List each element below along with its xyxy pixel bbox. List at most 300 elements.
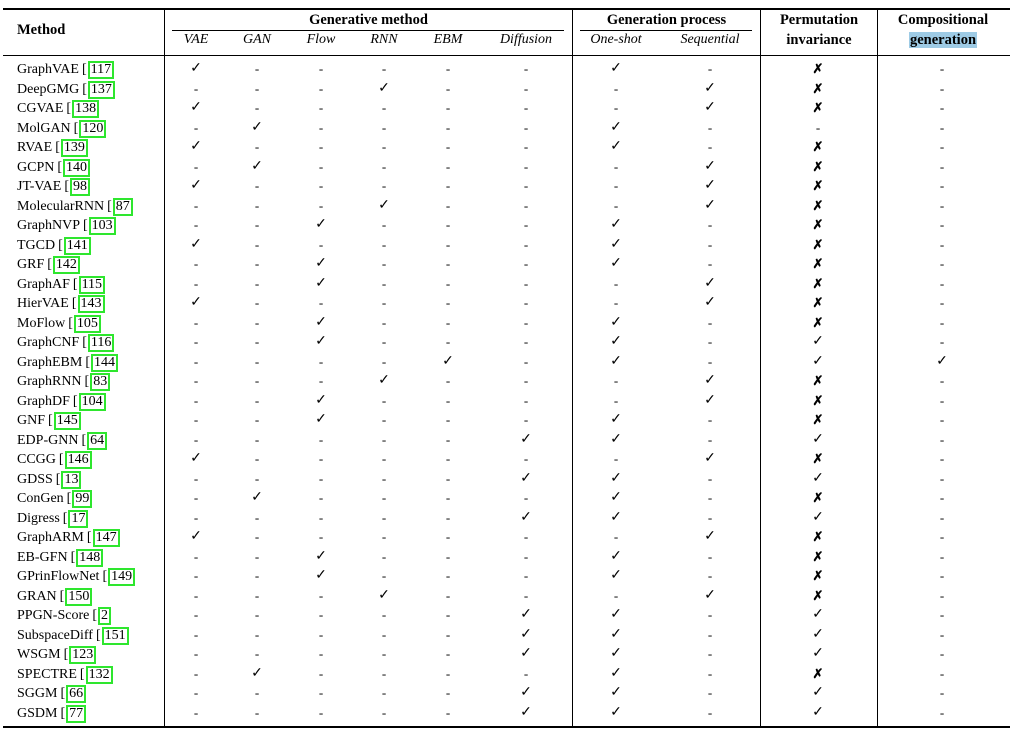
citation-link[interactable]: 99 xyxy=(72,490,92,508)
citation-link[interactable]: 137 xyxy=(88,81,115,99)
cell-flow: - xyxy=(318,529,324,544)
subheader-sequential: Sequential xyxy=(680,32,740,47)
cell-gan: - xyxy=(254,178,260,193)
cell-diffusion: - xyxy=(523,314,529,330)
method-label: GraphCNF xyxy=(17,335,80,350)
cell-sequential: - xyxy=(707,704,713,720)
cell-gan: - xyxy=(254,373,260,388)
cell-vae: - xyxy=(193,568,199,583)
cell-flow: - xyxy=(318,197,324,213)
method-label: SubspaceDiff xyxy=(17,627,93,643)
cell-one-shot: - xyxy=(613,100,619,115)
method-label: GPrinFlowNet xyxy=(17,569,100,584)
column-divider xyxy=(572,10,573,727)
cell-diffusion: ✓ xyxy=(520,685,532,700)
cell-compositional-generation: - xyxy=(939,236,945,252)
cell-sequential: - xyxy=(707,314,713,330)
cell-flow: - xyxy=(318,100,324,115)
cell-gan: - xyxy=(254,353,260,369)
cell-flow: ✓ xyxy=(315,217,327,232)
cell-sequential: - xyxy=(707,665,713,681)
cell-compositional-generation: - xyxy=(939,568,945,583)
cell-vae: - xyxy=(193,470,199,486)
method-label: DeepGMG xyxy=(17,81,80,97)
citation-bracket: [ xyxy=(64,179,70,194)
cell-diffusion: - xyxy=(523,529,529,544)
method-label: CGVAE xyxy=(17,101,64,116)
cell-flow: - xyxy=(318,607,324,622)
cell-rnn: ✓ xyxy=(378,373,390,388)
cell-diffusion: - xyxy=(523,236,529,252)
citation-bracket: [ xyxy=(84,374,90,389)
cell-rnn: - xyxy=(381,470,387,486)
cell-permutation-invariance: ✗ xyxy=(812,197,824,213)
method-label: TGCD xyxy=(17,237,56,253)
citation-bracket: [ xyxy=(58,452,64,467)
cell-permutation-invariance: ✗ xyxy=(812,529,824,544)
citation-link[interactable]: 142 xyxy=(53,256,80,274)
cell-diffusion: - xyxy=(523,217,529,232)
cell-vae: - xyxy=(193,256,199,271)
cell-rnn: - xyxy=(381,295,387,310)
cell-rnn: - xyxy=(381,490,387,505)
cell-compositional-generation: - xyxy=(939,119,945,135)
subheader-ebm: EBM xyxy=(433,32,463,47)
cell-vae: - xyxy=(193,665,199,681)
citation-link[interactable]: 151 xyxy=(102,627,129,645)
cell-flow: - xyxy=(318,646,324,661)
cell-flow: ✓ xyxy=(315,412,327,427)
cell-flow: - xyxy=(318,353,324,369)
method-label: GRAN xyxy=(17,588,57,604)
cell-vae: - xyxy=(193,119,199,135)
citation-bracket: [ xyxy=(62,510,68,526)
method-label: JT-VAE xyxy=(17,179,62,194)
cell-sequential: - xyxy=(707,490,713,505)
cell-ebm: - xyxy=(445,587,451,603)
citation-link[interactable]: 150 xyxy=(65,588,92,606)
citation-link[interactable]: 123 xyxy=(69,646,96,664)
cell-gan: - xyxy=(254,704,260,720)
cell-rnn: - xyxy=(381,665,387,681)
cell-one-shot: ✓ xyxy=(610,509,622,525)
cell-diffusion: - xyxy=(523,353,529,369)
cell-sequential: - xyxy=(707,470,713,486)
cell-gan: - xyxy=(254,548,260,564)
cell-permutation-invariance: ✓ xyxy=(812,704,824,720)
cell-gan: - xyxy=(254,100,260,115)
cell-compositional-generation: - xyxy=(939,314,945,330)
method-name xyxy=(17,705,86,723)
citation-link[interactable]: 66 xyxy=(66,685,86,703)
cell-vae: - xyxy=(193,217,199,232)
cell-diffusion: - xyxy=(523,197,529,213)
cell-ebm: - xyxy=(445,178,451,193)
cell-diffusion: - xyxy=(523,392,529,408)
cell-gan: - xyxy=(254,626,260,642)
cell-rnn: - xyxy=(381,256,387,271)
cell-permutation-invariance: ✗ xyxy=(812,61,824,76)
method-label: GRF xyxy=(17,257,45,272)
cell-one-shot: ✓ xyxy=(610,139,622,154)
cell-rnn: - xyxy=(381,704,387,720)
method-name xyxy=(17,315,101,333)
cell-compositional-generation: - xyxy=(939,139,945,154)
cell-compositional-generation: - xyxy=(939,704,945,720)
cell-diffusion: ✓ xyxy=(520,626,532,642)
cell-rnn: - xyxy=(381,529,387,544)
method-name xyxy=(17,354,118,372)
cell-diffusion: - xyxy=(523,665,529,681)
method-name xyxy=(17,393,106,411)
cell-one-shot: ✓ xyxy=(610,334,622,349)
subheader-diffusion: Diffusion xyxy=(499,32,553,47)
method-name xyxy=(17,646,96,664)
method-name xyxy=(17,432,107,450)
cell-ebm: - xyxy=(445,529,451,544)
method-label: MolGAN xyxy=(17,120,71,136)
cell-gan: - xyxy=(254,685,260,700)
cell-compositional-generation: - xyxy=(939,470,945,486)
compositional-header-2 xyxy=(878,32,1008,48)
cell-rnn: - xyxy=(381,509,387,525)
column-divider xyxy=(164,10,165,727)
cell-permutation-invariance: ✗ xyxy=(812,236,824,252)
citation-link[interactable]: 87 xyxy=(113,198,133,216)
cell-vae: ✓ xyxy=(190,529,202,544)
cell-flow: - xyxy=(318,665,324,681)
cell-compositional-generation: - xyxy=(939,412,945,427)
cell-sequential: - xyxy=(707,412,713,427)
method-name xyxy=(17,81,115,99)
cell-one-shot: ✓ xyxy=(610,626,622,642)
cell-vae: - xyxy=(193,373,199,388)
cell-permutation-invariance: ✗ xyxy=(812,392,824,408)
cell-ebm: - xyxy=(445,61,451,76)
cell-permutation-invariance: ✓ xyxy=(812,431,824,447)
method-name xyxy=(17,529,120,547)
cell-flow: - xyxy=(318,431,324,447)
cell-one-shot: - xyxy=(613,197,619,213)
cell-sequential: - xyxy=(707,236,713,252)
citation-link[interactable]: 103 xyxy=(89,217,116,235)
cell-sequential: ✓ xyxy=(704,80,716,96)
cell-ebm: - xyxy=(445,665,451,681)
cell-one-shot: - xyxy=(613,275,619,291)
cell-gan: - xyxy=(254,451,260,466)
method-name xyxy=(17,490,92,508)
method-label: CCGG xyxy=(17,452,56,467)
cell-diffusion: ✓ xyxy=(520,607,532,622)
cell-vae: - xyxy=(193,197,199,213)
cell-compositional-generation: - xyxy=(939,587,945,603)
method-name xyxy=(17,139,88,157)
cell-permutation-invariance: ✗ xyxy=(812,158,824,174)
citation-link[interactable]: 139 xyxy=(61,139,88,157)
method-name xyxy=(17,237,91,255)
cell-vae: - xyxy=(193,353,199,369)
cell-diffusion: - xyxy=(523,178,529,193)
cell-permutation-invariance: - xyxy=(815,119,821,135)
method-label: GraphNVP xyxy=(17,218,80,233)
cell-one-shot: - xyxy=(613,529,619,544)
cell-permutation-invariance: ✗ xyxy=(812,217,824,232)
citation-bracket: [ xyxy=(107,198,112,214)
cell-one-shot: - xyxy=(613,451,619,466)
cell-rnn: - xyxy=(381,685,387,700)
method-name xyxy=(17,471,81,489)
cell-ebm: - xyxy=(445,295,451,310)
citation-link[interactable]: 148 xyxy=(76,549,103,567)
cell-rnn: ✓ xyxy=(378,587,390,603)
cell-ebm: - xyxy=(445,607,451,622)
cell-vae: ✓ xyxy=(190,236,202,252)
cell-one-shot: - xyxy=(613,392,619,408)
method-name xyxy=(17,61,114,79)
cell-one-shot: ✓ xyxy=(610,353,622,369)
cell-sequential: - xyxy=(707,568,713,583)
citation-bracket: [ xyxy=(86,530,92,545)
cell-ebm: - xyxy=(445,451,451,466)
cell-diffusion: ✓ xyxy=(520,431,532,447)
subheader-flow: Flow xyxy=(306,32,336,47)
citation-link[interactable]: 77 xyxy=(66,705,86,723)
cell-compositional-generation: - xyxy=(939,392,945,408)
citation-bracket: [ xyxy=(82,335,87,350)
citation-link[interactable]: 138 xyxy=(72,100,99,118)
table-bottom-rule xyxy=(3,726,1010,728)
citation-bracket: [ xyxy=(55,140,60,155)
cell-permutation-invariance: ✗ xyxy=(812,178,824,193)
cell-sequential: ✓ xyxy=(704,158,716,174)
method-label: SPECTRE xyxy=(17,666,77,682)
method-label: Digress xyxy=(17,510,60,526)
method-name xyxy=(17,607,111,625)
cell-flow: - xyxy=(318,509,324,525)
cell-rnn: - xyxy=(381,626,387,642)
cell-sequential: ✓ xyxy=(704,451,716,466)
cell-vae: ✓ xyxy=(190,295,202,310)
cell-vae: - xyxy=(193,607,199,622)
citation-link[interactable]: 145 xyxy=(54,412,81,430)
cell-vae: - xyxy=(193,626,199,642)
cell-diffusion: - xyxy=(523,256,529,271)
cell-diffusion: ✓ xyxy=(520,704,532,720)
cell-diffusion: - xyxy=(523,548,529,564)
cell-gan: - xyxy=(254,412,260,427)
header-rule xyxy=(3,55,1010,56)
cell-gan: - xyxy=(254,607,260,622)
compositional-header: Compositional xyxy=(897,12,989,28)
method-label: GraphRNN xyxy=(17,374,82,389)
generative-method-header: Generative method xyxy=(309,12,428,28)
citation-link[interactable]: 2 xyxy=(98,607,111,625)
cell-one-shot: ✓ xyxy=(610,704,622,720)
citation-link[interactable]: 140 xyxy=(63,159,90,177)
citation-link[interactable]: 117 xyxy=(88,61,114,79)
cell-gan: - xyxy=(254,314,260,330)
method-name xyxy=(17,685,86,703)
cell-ebm: - xyxy=(445,100,451,115)
cell-permutation-invariance: ✓ xyxy=(812,334,824,349)
method-label: MoFlow xyxy=(17,315,66,331)
citation-bracket: [ xyxy=(81,432,87,448)
cell-gan: ✓ xyxy=(251,158,263,174)
cell-vae: - xyxy=(193,685,199,700)
method-name xyxy=(17,198,133,216)
citation-bracket: [ xyxy=(95,627,101,643)
cell-rnn: - xyxy=(381,119,387,135)
cell-sequential: - xyxy=(707,217,713,232)
cell-rnn: - xyxy=(381,158,387,174)
citation-bracket: [ xyxy=(63,647,69,662)
cell-one-shot: ✓ xyxy=(610,490,622,505)
cell-vae: - xyxy=(193,158,199,174)
citation-bracket: [ xyxy=(58,237,63,253)
subheader-rnn: RNN xyxy=(370,32,398,47)
cell-ebm: - xyxy=(445,509,451,525)
permutation-header-2: invariance xyxy=(786,32,852,48)
method-header: Method xyxy=(17,22,66,38)
generation-process-header: Generation process xyxy=(606,12,727,28)
cell-gan: ✓ xyxy=(251,665,263,681)
cell-ebm: - xyxy=(445,704,451,720)
cell-gan: ✓ xyxy=(251,490,263,505)
citation-link[interactable]: 143 xyxy=(78,295,105,313)
method-label: SGGM xyxy=(17,686,58,701)
cell-ebm: - xyxy=(445,275,451,291)
cell-sequential: ✓ xyxy=(704,529,716,544)
method-label: ConGen xyxy=(17,491,64,506)
cell-rnn: - xyxy=(381,412,387,427)
cell-one-shot: - xyxy=(613,373,619,388)
method-name xyxy=(17,373,110,391)
cell-permutation-invariance: ✗ xyxy=(812,568,824,583)
cell-diffusion: - xyxy=(523,119,529,135)
cell-flow: - xyxy=(318,626,324,642)
citation-link[interactable]: 98 xyxy=(70,178,90,196)
citation-link[interactable]: 116 xyxy=(88,334,114,352)
citation-link[interactable]: 149 xyxy=(108,568,135,586)
citation-link[interactable]: 132 xyxy=(86,666,113,684)
citation-link[interactable]: 17 xyxy=(68,510,88,528)
cell-permutation-invariance: ✗ xyxy=(812,548,824,564)
cell-vae: ✓ xyxy=(190,178,202,193)
cell-compositional-generation: - xyxy=(939,607,945,622)
cell-diffusion: ✓ xyxy=(520,470,532,486)
cell-gan: - xyxy=(254,392,260,408)
citation-bracket: [ xyxy=(73,120,79,136)
cell-ebm: - xyxy=(445,158,451,174)
cell-permutation-invariance: ✓ xyxy=(812,607,824,622)
citation-link[interactable]: 13 xyxy=(61,471,81,489)
citation-link[interactable]: 141 xyxy=(64,237,91,255)
cell-gan: - xyxy=(254,568,260,583)
cell-ebm: ✓ xyxy=(442,353,454,369)
citation-bracket: [ xyxy=(66,101,72,116)
cell-rnn: - xyxy=(381,334,387,349)
cell-flow: ✓ xyxy=(315,334,327,349)
cell-diffusion: - xyxy=(523,587,529,603)
citation-link[interactable]: 144 xyxy=(91,354,118,372)
cell-one-shot: ✓ xyxy=(610,665,622,681)
citation-bracket: [ xyxy=(72,276,78,292)
cell-permutation-invariance: ✗ xyxy=(812,295,824,310)
cell-sequential: - xyxy=(707,334,713,349)
cell-gan: - xyxy=(254,587,260,603)
cell-gan: - xyxy=(254,529,260,544)
cell-one-shot: ✓ xyxy=(610,548,622,564)
cell-sequential: ✓ xyxy=(704,295,716,310)
cell-flow: - xyxy=(318,373,324,388)
citation-link[interactable]: 105 xyxy=(74,315,101,333)
cell-one-shot: ✓ xyxy=(610,685,622,700)
cell-rnn: - xyxy=(381,139,387,154)
method-label: GraphAF xyxy=(17,276,70,292)
citation-link[interactable]: 115 xyxy=(79,276,105,294)
subheader-gan: GAN xyxy=(243,32,271,47)
cell-diffusion: - xyxy=(523,139,529,154)
cell-compositional-generation: - xyxy=(939,295,945,310)
cell-vae: - xyxy=(193,490,199,505)
cell-flow: - xyxy=(318,587,324,603)
cell-flow: - xyxy=(318,80,324,96)
method-name xyxy=(17,568,135,586)
method-name xyxy=(17,666,113,684)
cell-flow: - xyxy=(318,490,324,505)
method-name xyxy=(17,412,81,430)
cell-flow: - xyxy=(318,119,324,135)
citation-link[interactable]: 83 xyxy=(90,373,110,391)
cell-diffusion: - xyxy=(523,295,529,310)
citation-link[interactable]: 64 xyxy=(87,432,107,450)
cell-gan: - xyxy=(254,256,260,271)
method-label: GraphEBM xyxy=(17,354,83,370)
cell-flow: - xyxy=(318,451,324,466)
cell-compositional-generation: - xyxy=(939,100,945,115)
cell-vae: - xyxy=(193,412,199,427)
citation-bracket: [ xyxy=(48,413,53,428)
method-name xyxy=(17,100,99,118)
cell-diffusion: - xyxy=(523,275,529,291)
cell-compositional-generation: - xyxy=(939,256,945,271)
cell-rnn: - xyxy=(381,217,387,232)
cell-sequential: - xyxy=(707,119,713,135)
cell-compositional-generation: - xyxy=(939,80,945,96)
cell-rnn: - xyxy=(381,353,387,369)
citation-link[interactable]: 120 xyxy=(79,120,106,138)
selected-text[interactable]: generation xyxy=(909,32,977,48)
cell-vae: - xyxy=(193,704,199,720)
method-label: GCPN xyxy=(17,159,55,175)
method-label: EDP-GNN xyxy=(17,432,79,448)
cell-one-shot: ✓ xyxy=(610,119,622,135)
method-label: GDSS xyxy=(17,471,53,487)
citation-link[interactable]: 104 xyxy=(79,393,106,411)
citation-bracket: [ xyxy=(79,666,85,682)
citation-link[interactable]: 147 xyxy=(93,529,120,547)
cell-flow: - xyxy=(318,139,324,154)
cell-diffusion: - xyxy=(523,334,529,349)
cell-ebm: - xyxy=(445,236,451,252)
method-label: WSGM xyxy=(17,647,61,662)
citation-link[interactable]: 146 xyxy=(65,451,92,469)
cell-ebm: - xyxy=(445,412,451,427)
cell-diffusion: - xyxy=(523,412,529,427)
cell-ebm: - xyxy=(445,197,451,213)
cell-ebm: - xyxy=(445,431,451,447)
cell-gan: - xyxy=(254,646,260,661)
